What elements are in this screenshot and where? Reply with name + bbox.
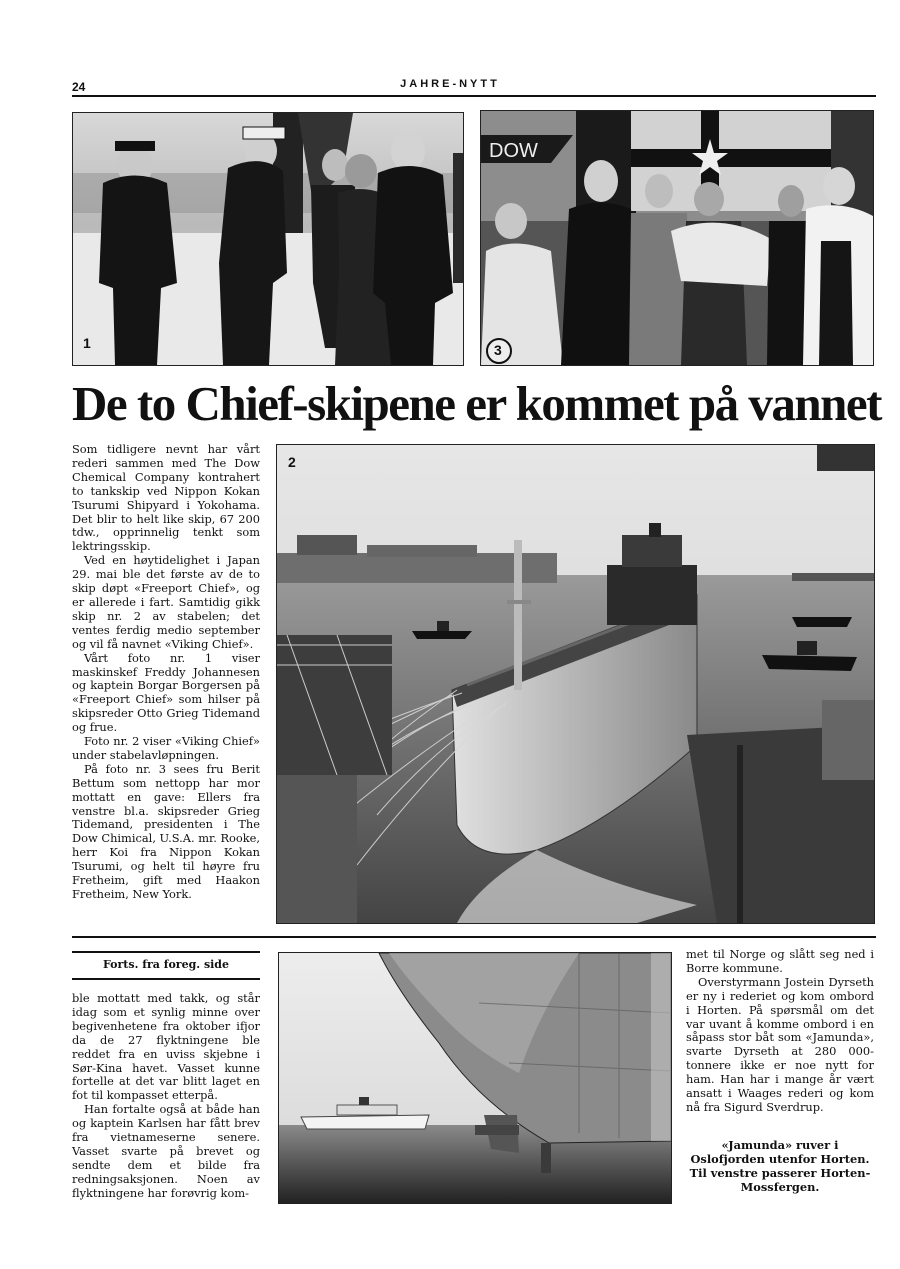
header-rule [72, 95, 876, 97]
article-paragraph: Ved en høytidelighet i Japan 29. mai ble det første av de to skip døpt «Freeport Chief», og er allerede i fart. Samtidig gikk skip nr. 2 av stabelen; det ventes ferdig medio september og vil få navnet «Viking Chief». [72, 553, 260, 651]
photo-3-number: 3 [494, 342, 502, 358]
right-column [686, 948, 874, 1195]
continued-column [72, 992, 260, 1201]
photo-1-number: 1 [83, 335, 91, 351]
headline: De to Chief-skipene er kommet på vannet [72, 376, 881, 431]
article-paragraph: Vårt foto nr. 1 viser maskinskef Freddy Johannesen og kaptein Borgar Borgersen på «Freeport Chief» som hilser på skipsreder Otto Grieg Tidemand og frue. [72, 650, 260, 735]
article-paragraph: Foto nr. 2 viser «Viking Chief» under stabelavløpningen. [72, 734, 260, 762]
photo-jamunda [278, 952, 672, 1204]
continued-rule-top [72, 951, 260, 953]
right-paragraph: met til Norge og slått seg ned i Borre kommune. [686, 947, 874, 975]
continued-label: Forts. fra foreg. side [102, 958, 230, 971]
section-divider [72, 936, 876, 938]
continued-rule-bottom [72, 978, 260, 980]
article-paragraph: På foto nr. 3 sees fru Berit Bettum som nettopp har mor mottatt en gave: Ellers fra venstre bl.a. skipsreder Grieg Tidemand, presidenten i The Dow Chimical, U.S.A. mr. Rooke, herr Koi fra Nippon Kokan Tsurumi, og helt til høyre fru Fretheim, gift med Haakon Fretheim, New York. [72, 761, 261, 901]
photo-3 [480, 110, 874, 366]
continued-paragraph: Han fortalte også at både han og kaptein Karlsen har fått brev fra vietnameserne senere. Vasset svarte på brevet og sendte dem et bilde fra redningsaksjonen. Noen av flyktningene har forøvrig kom- [72, 1102, 260, 1200]
photo-2-number: 2 [288, 454, 296, 470]
photo-2 [276, 444, 875, 924]
photo-1 [72, 112, 464, 366]
dow-sign-text: DOW [489, 140, 538, 162]
photo-caption: «Jamunda» ruver i Oslofjorden utenfor Horten. Til venstre passerer Horten-Mossfergen. [689, 1137, 871, 1194]
page-number: 24 [72, 80, 86, 94]
right-paragraph: Overstyrmann Jostein Dyrseth er ny i rederiet og kom ombord i Horten. På spørsmål om det var uvant å komme ombord i en såpass stor båt som «Jamunda», svarte Dyrseth at 280 000-tonnere ikke er noe nytt for ham. Han har i mange år vært ansatt i Waages rederi og kom nå fra Sigurd Sverdrup. [686, 974, 874, 1114]
article-paragraph: Som tidligere nevnt har vårt rederi sammen med The Dow Chemical Company kontrahert to tankskip ved Nippon Kokan Tsurumi Shipyard i Yokohama. Det blir to helt like skip, 67 200 tdw., opprinnelig tenkt som lektringsskip. [72, 442, 260, 554]
continued-paragraph: ble mottatt med takk, og står idag som et synlig minne over begivenhetene fra oktober ifjor da de 27 flyktningene ble reddet fra en uviss skjebne i Sør-Kina havet. Vasset kunne fortelle at det var blitt laget en fot til kompasset etterpå. [72, 991, 260, 1103]
publication-title: JAHRE-NYTT [400, 78, 500, 90]
article-column [72, 443, 260, 902]
